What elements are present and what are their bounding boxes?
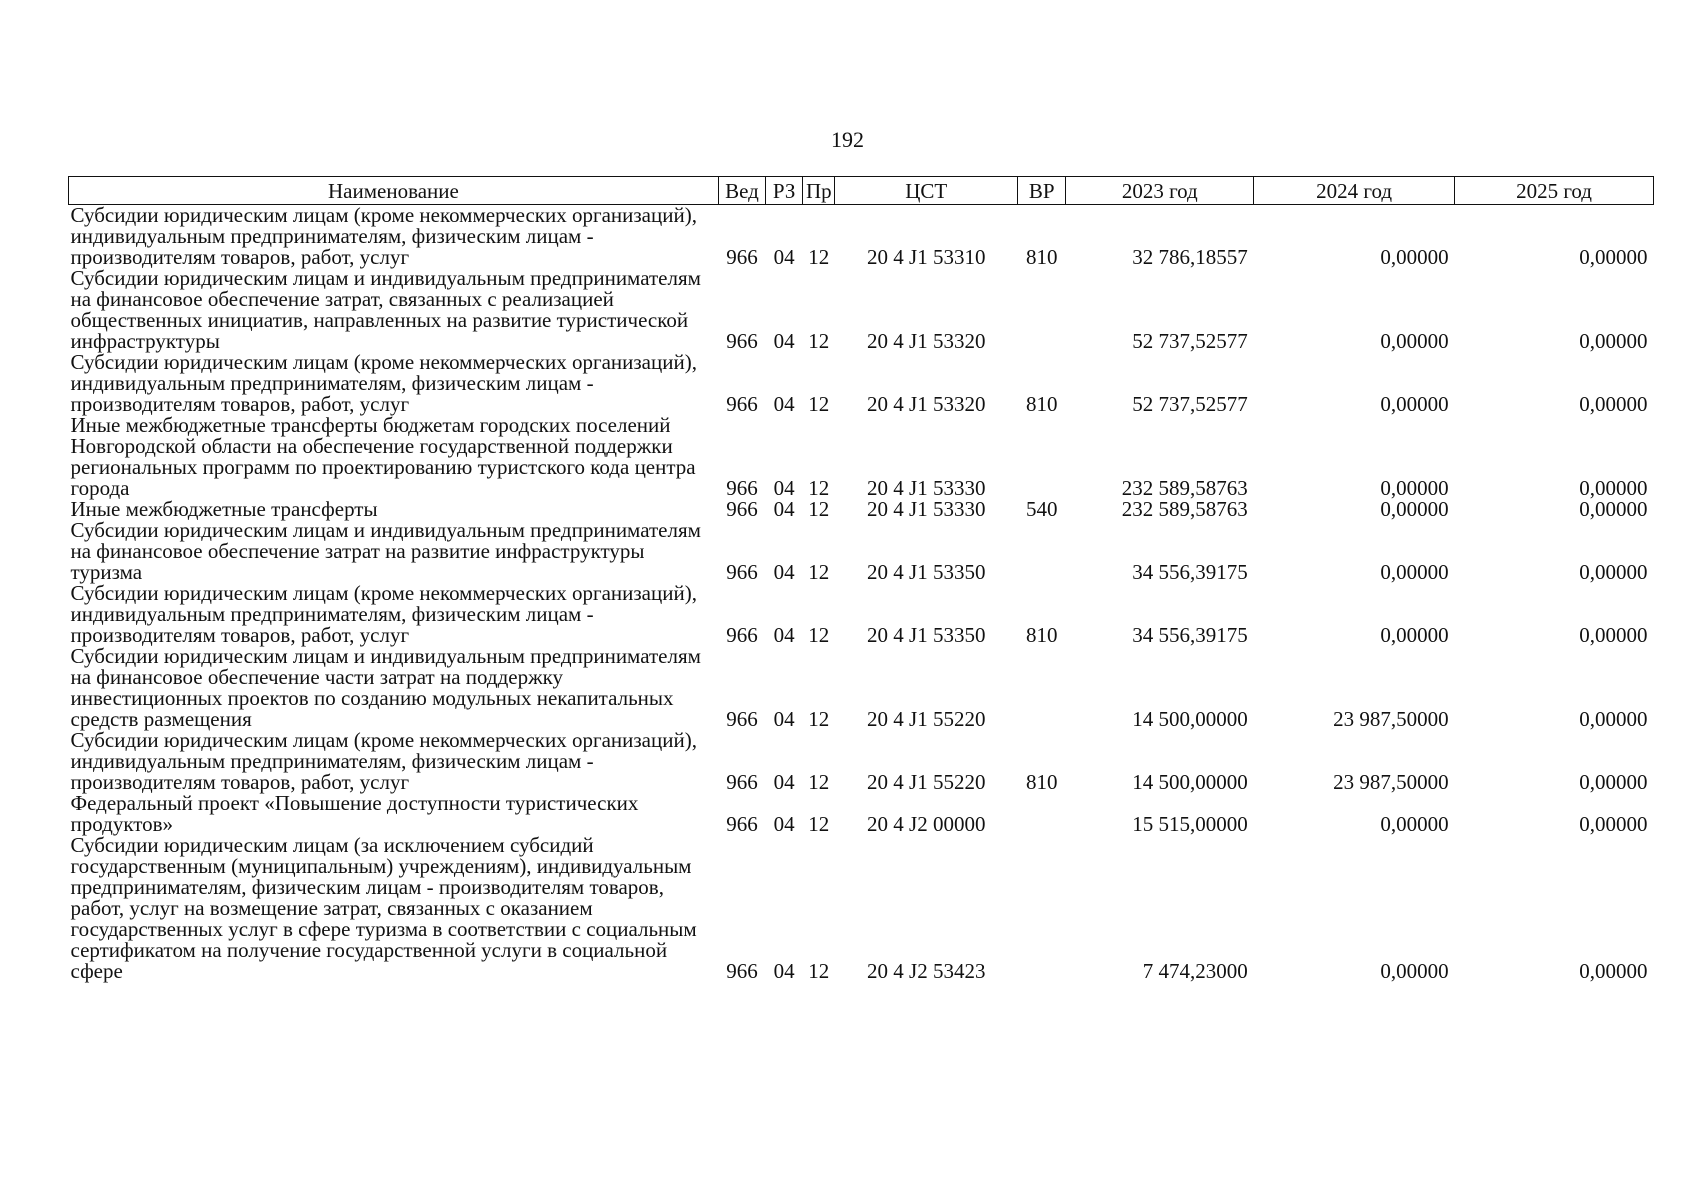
row-ved: 966 <box>726 392 758 416</box>
row-vr <box>1018 415 1066 499</box>
row-cst: 20 4 J1 53330 <box>867 497 986 521</box>
row-2024: 23 987,50000 <box>1333 770 1449 794</box>
row-2024: 0,00000 <box>1380 812 1449 836</box>
row-2024: 0,00000 <box>1380 392 1449 416</box>
table-row <box>69 352 1654 415</box>
table-row <box>69 583 1654 646</box>
row-2025: 0,00000 <box>1579 623 1648 647</box>
row-ved: 966 <box>726 560 758 584</box>
row-pr: 12 <box>808 329 830 353</box>
row-ved: 966 <box>726 707 758 731</box>
row-pr: 12 <box>808 812 830 836</box>
row-vr: 540 <box>1026 497 1058 521</box>
row-pr: 12 <box>808 245 830 269</box>
row-ved: 966 <box>726 476 758 500</box>
header-rz: РЗ <box>766 177 803 205</box>
row-2024: 0,00000 <box>1380 476 1449 500</box>
row-vr: 810 <box>1026 392 1058 416</box>
row-rz: 04 <box>773 476 795 500</box>
table-row <box>69 520 1654 583</box>
row-2024: 23 987,50000 <box>1333 707 1449 731</box>
header-name: Наименование <box>69 177 719 205</box>
table-row <box>69 730 1654 793</box>
header-2023: 2023 год <box>1066 177 1254 205</box>
row-pr: 12 <box>808 560 830 584</box>
row-pr: 12 <box>808 770 830 794</box>
row-cst: 20 4 J1 53310 <box>867 245 986 269</box>
row-2025: 0,00000 <box>1579 707 1648 731</box>
row-rz: 04 <box>773 245 795 269</box>
row-rz: 04 <box>773 623 795 647</box>
row-vr <box>1018 646 1066 730</box>
row-pr: 12 <box>808 497 830 521</box>
row-name: Иные межбюджетные трансферты <box>70 497 378 521</box>
row-pr: 12 <box>808 959 830 983</box>
row-name: Субсидии юридическим лицам (кроме некоммерческих организаций), индивидуальным предпринимателям, физическим лицам - производителям товаров, работ, услуг <box>70 728 697 794</box>
row-rz: 04 <box>773 959 795 983</box>
header-cst: ЦСТ <box>835 177 1018 205</box>
table-row <box>69 835 1654 982</box>
row-2025: 0,00000 <box>1579 476 1648 500</box>
row-ved: 966 <box>726 245 758 269</box>
row-rz: 04 <box>773 560 795 584</box>
row-2023: 32 786,18557 <box>1132 245 1248 269</box>
row-cst: 20 4 J1 53320 <box>867 329 986 353</box>
row-vr: 810 <box>1026 623 1058 647</box>
row-pr: 12 <box>808 392 830 416</box>
row-2023: 232 589,58763 <box>1121 497 1248 521</box>
row-name: Иные межбюджетные трансферты бюджетам городских поселений Новгородской области на обеспечение государственной поддержки региональных программ по проектированию туристского кода центра города <box>70 413 696 500</box>
table-header-row <box>69 177 1654 205</box>
row-ved: 966 <box>726 497 758 521</box>
row-cst: 20 4 J1 53350 <box>867 623 986 647</box>
row-2025: 0,00000 <box>1579 329 1648 353</box>
row-vr: 810 <box>1026 245 1058 269</box>
row-name: Субсидии юридическим лицам (кроме некоммерческих организаций), индивидуальным предпринимателям, физическим лицам - производителям товаров, работ, услуг <box>70 203 697 269</box>
row-vr <box>1018 520 1066 583</box>
table-row <box>69 793 1654 835</box>
row-2023: 14 500,00000 <box>1132 770 1248 794</box>
budget-table <box>68 176 1654 982</box>
row-2024: 0,00000 <box>1380 329 1449 353</box>
table-row <box>69 268 1654 352</box>
row-vr: 810 <box>1026 770 1058 794</box>
row-2024: 0,00000 <box>1380 245 1449 269</box>
row-2024: 0,00000 <box>1380 959 1449 983</box>
row-cst: 20 4 J2 00000 <box>867 812 986 836</box>
row-name: Субсидии юридическим лицам и индивидуальным предпринимателям на финансовое обеспечение затрат, связанных с реализацией общественных инициатив, направленных на развитие туристической инфраструктуры <box>70 266 701 353</box>
row-name: Субсидии юридическим лицам (за исключением субсидий государственным (муниципальным) учреждениям), индивидуальным предпринимателям, физическим лицам - производителям товаров, работ, услуг на возмещение затрат, связанных с оказанием государственных услуг в сфере туризма в соответствии с социальным сертификатом на получение государственной услуги в социальной сфере <box>70 833 697 983</box>
row-rz: 04 <box>773 812 795 836</box>
row-ved: 966 <box>726 329 758 353</box>
row-vr <box>1018 835 1066 982</box>
row-2024: 0,00000 <box>1380 623 1449 647</box>
row-2025: 0,00000 <box>1579 812 1648 836</box>
row-name: Субсидии юридическим лицам (кроме некоммерческих организаций), индивидуальным предпринимателям, физическим лицам - производителям товаров, работ, услуг <box>70 581 697 647</box>
row-cst: 20 4 J1 53330 <box>867 476 986 500</box>
row-ved: 966 <box>726 770 758 794</box>
row-2023: 52 737,52577 <box>1132 329 1248 353</box>
row-rz: 04 <box>773 392 795 416</box>
row-2023: 34 556,39175 <box>1132 623 1248 647</box>
row-vr <box>1018 268 1066 352</box>
row-cst: 20 4 J1 55220 <box>867 770 986 794</box>
row-name: Субсидии юридическим лицам (кроме некоммерческих организаций), индивидуальным предпринимателям, физическим лицам - производителям товаров, работ, услуг <box>70 350 697 416</box>
table-row <box>69 499 1654 520</box>
row-pr: 12 <box>808 476 830 500</box>
row-2023: 232 589,58763 <box>1121 476 1248 500</box>
header-ved: Вед <box>718 177 765 205</box>
row-2025: 0,00000 <box>1579 560 1648 584</box>
row-name: Субсидии юридическим лицам и индивидуальным предпринимателям на финансовое обеспечение части затрат на поддержку инвестиционных проектов по созданию модульных некапитальных средств размещения <box>70 644 701 731</box>
row-rz: 04 <box>773 497 795 521</box>
row-ved: 966 <box>726 959 758 983</box>
row-rz: 04 <box>773 707 795 731</box>
row-2023: 52 737,52577 <box>1132 392 1248 416</box>
row-2025: 0,00000 <box>1579 392 1648 416</box>
row-2025: 0,00000 <box>1579 959 1648 983</box>
header-2024: 2024 год <box>1254 177 1455 205</box>
table-body <box>69 205 1654 983</box>
row-2025: 0,00000 <box>1579 497 1648 521</box>
row-cst: 20 4 J1 53350 <box>867 560 986 584</box>
row-2023: 15 515,00000 <box>1132 812 1248 836</box>
row-rz: 04 <box>773 329 795 353</box>
header-vr: ВР <box>1018 177 1066 205</box>
row-ved: 966 <box>726 812 758 836</box>
row-pr: 12 <box>808 707 830 731</box>
table-row <box>69 205 1654 269</box>
row-name: Субсидии юридическим лицам и индивидуальным предпринимателям на финансовое обеспечение затрат на развитие инфраструктуры туризма <box>70 518 701 584</box>
table-row <box>69 646 1654 730</box>
row-ved: 966 <box>726 623 758 647</box>
table-row <box>69 415 1654 499</box>
header-2025: 2025 год <box>1455 177 1654 205</box>
row-name: Федеральный проект «Повышение доступности туристических продуктов» <box>70 791 639 836</box>
row-rz: 04 <box>773 770 795 794</box>
row-cst: 20 4 J1 55220 <box>867 707 986 731</box>
row-cst: 20 4 J2 53423 <box>867 959 986 983</box>
row-2024: 0,00000 <box>1380 497 1449 521</box>
header-pr: Пр <box>803 177 835 205</box>
row-2023: 7 474,23000 <box>1142 959 1248 983</box>
row-2023: 34 556,39175 <box>1132 560 1248 584</box>
row-2025: 0,00000 <box>1579 770 1648 794</box>
row-2025: 0,00000 <box>1579 245 1648 269</box>
row-2023: 14 500,00000 <box>1132 707 1248 731</box>
page-number: 192 <box>831 127 864 152</box>
row-cst: 20 4 J1 53320 <box>867 392 986 416</box>
row-pr: 12 <box>808 623 830 647</box>
row-2024: 0,00000 <box>1380 560 1449 584</box>
row-vr <box>1018 793 1066 835</box>
